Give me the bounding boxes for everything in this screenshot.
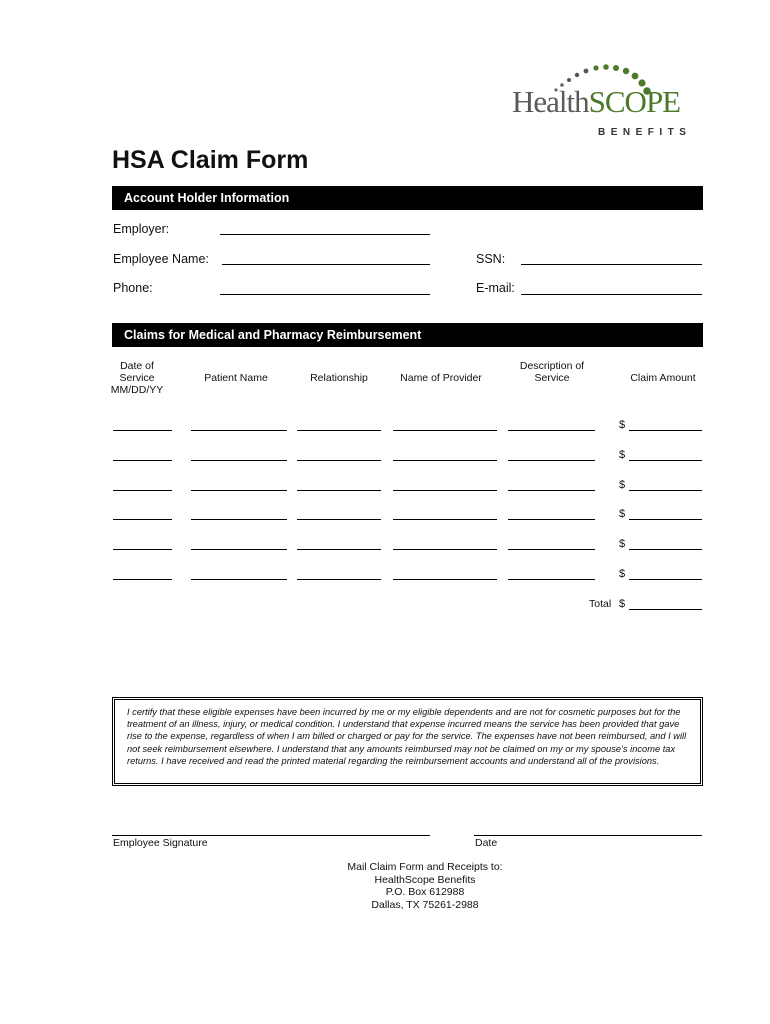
date-field[interactable]	[474, 835, 702, 836]
dollar-sign: $	[619, 478, 626, 491]
total-dollar-sign: $	[619, 598, 626, 610]
service-description-field[interactable]	[508, 430, 595, 431]
total-label: Total	[589, 598, 612, 610]
claim-amount-field[interactable]	[629, 490, 702, 491]
date-label: Date	[475, 837, 498, 849]
mail-line-3: P.O. Box 612988	[385, 886, 465, 898]
ssn-field[interactable]	[521, 264, 702, 265]
col-header-date-line3: MM/DD/YY	[110, 384, 164, 396]
employer-label: Employer:	[113, 222, 170, 236]
employee-name-label: Employee Name:	[113, 252, 209, 266]
service-description-field[interactable]	[508, 519, 595, 520]
date-of-service-field[interactable]	[113, 549, 172, 550]
patient-name-field[interactable]	[191, 549, 287, 550]
email-label: E-mail:	[476, 281, 515, 295]
dollar-sign: $	[619, 419, 626, 431]
relationship-field[interactable]	[297, 579, 381, 580]
email-field[interactable]	[521, 294, 702, 295]
logo-health: Health	[512, 84, 589, 119]
col-header-provider: Name of Provider	[400, 372, 482, 384]
service-description-field[interactable]	[508, 490, 595, 491]
account-section-header: Account Holder Information	[112, 186, 703, 210]
service-description-field[interactable]	[508, 460, 595, 461]
col-header-description	[504, 360, 600, 384]
provider-name-field[interactable]	[393, 430, 497, 431]
patient-name-field[interactable]	[191, 460, 287, 461]
claim-amount-field[interactable]	[629, 519, 702, 520]
col-header-date	[105, 360, 169, 396]
logo	[512, 86, 680, 117]
provider-name-field[interactable]	[393, 549, 497, 550]
col-header-amount: Claim Amount	[630, 372, 696, 384]
employee-name-field[interactable]	[222, 264, 430, 265]
mail-line-1: Mail Claim Form and Receipts to:	[347, 861, 503, 873]
dollar-sign: $	[619, 568, 626, 580]
service-description-field[interactable]	[508, 579, 595, 580]
provider-name-field[interactable]	[393, 579, 497, 580]
relationship-field[interactable]	[297, 519, 381, 520]
phone-field[interactable]	[220, 294, 430, 295]
dollar-sign: $	[619, 538, 626, 551]
page-title: HSA Claim Form	[112, 146, 309, 174]
dollar-sign: $	[619, 508, 626, 521]
certification-box	[112, 697, 703, 786]
ssn-label: SSN:	[476, 252, 506, 266]
mail-line-4: Dallas, TX 75261-2988	[371, 898, 479, 911]
certification-text: I certify that these eligible expenses have been incurred by me or my eligible dependents and are not for cosmetic purposes but for the treatment of an illness, injury, or medical condition. I understand that expense incurred means the service has been provided that gave rise to the expense, regardless of when I am billed or charged or pay for the service. The expenses have not been reimbursed, and I will not seek reimbursement elsewhere. I understand that any amounts reimbursed may not be claimed on my or my spouse’s income tax returns. I have received and read the printed material regarding the reimbursement accounts and understand all of the provisions.	[127, 707, 687, 766]
date-of-service-field[interactable]	[113, 490, 172, 491]
employer-field[interactable]	[220, 234, 430, 235]
date-of-service-field[interactable]	[113, 460, 172, 461]
signature-field[interactable]	[112, 835, 430, 836]
provider-name-field[interactable]	[393, 460, 497, 461]
date-of-service-field[interactable]	[113, 430, 172, 431]
service-description-field[interactable]	[508, 549, 595, 550]
phone-label: Phone:	[113, 281, 153, 295]
date-of-service-field[interactable]	[113, 519, 172, 520]
relationship-field[interactable]	[297, 430, 381, 431]
col-header-description-line1: Description of	[519, 360, 585, 372]
claims-section-header: Claims for Medical and Pharmacy Reimbursement	[112, 323, 703, 347]
relationship-field[interactable]	[297, 460, 381, 461]
mailing-address	[300, 861, 550, 911]
claim-amount-field[interactable]	[629, 549, 702, 550]
col-header-date-line2: Service	[119, 372, 155, 384]
col-header-date-line1: Date of	[120, 360, 154, 372]
col-header-patient: Patient Name	[204, 372, 268, 384]
patient-name-field[interactable]	[191, 490, 287, 491]
mail-line-2: HealthScope Benefits	[374, 873, 476, 886]
patient-name-field[interactable]	[191, 579, 287, 580]
claim-amount-field[interactable]	[629, 579, 702, 580]
patient-name-field[interactable]	[191, 430, 287, 431]
col-header-description-line2: Service	[534, 372, 570, 384]
provider-name-field[interactable]	[393, 490, 497, 491]
claim-amount-field[interactable]	[629, 430, 702, 431]
relationship-field[interactable]	[297, 549, 381, 550]
logo-scope: SCOPE	[588, 84, 681, 119]
col-header-relationship: Relationship	[310, 372, 368, 384]
logo-tagline: BENEFITS	[598, 127, 692, 138]
claim-amount-field[interactable]	[629, 460, 702, 461]
relationship-field[interactable]	[297, 490, 381, 491]
signature-label: Employee Signature	[113, 837, 208, 849]
provider-name-field[interactable]	[393, 519, 497, 520]
date-of-service-field[interactable]	[113, 579, 172, 580]
dollar-sign: $	[619, 448, 626, 461]
total-amount-field[interactable]	[629, 609, 702, 610]
patient-name-field[interactable]	[191, 519, 287, 520]
